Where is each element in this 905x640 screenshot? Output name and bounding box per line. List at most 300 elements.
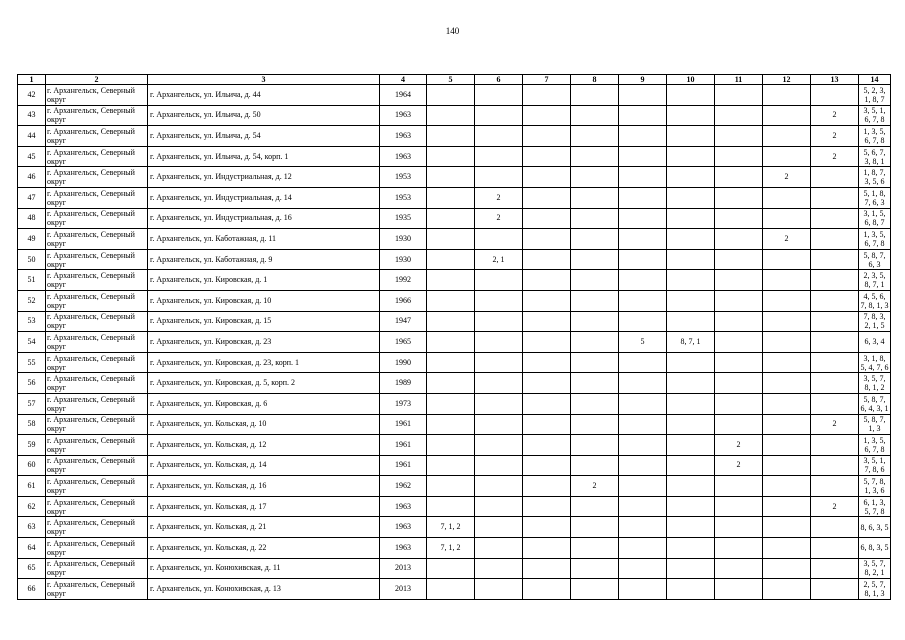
col6-cell bbox=[475, 332, 523, 353]
col11-cell bbox=[715, 146, 763, 167]
col12-cell bbox=[763, 352, 811, 373]
header-row bbox=[18, 75, 891, 85]
col12-cell bbox=[763, 414, 811, 435]
col9-cell bbox=[619, 229, 667, 250]
table-row bbox=[18, 455, 891, 476]
table-row bbox=[18, 167, 891, 188]
col6-cell bbox=[475, 517, 523, 538]
col13-cell bbox=[811, 517, 859, 538]
row-number: 61 bbox=[18, 476, 46, 497]
col13-cell bbox=[811, 538, 859, 559]
col6-cell: 2, 1 bbox=[475, 249, 523, 270]
col8-cell bbox=[571, 249, 619, 270]
district-cell: г. Архангельск, Северный округ bbox=[46, 393, 148, 414]
district-cell: г. Архангельск, Северный округ bbox=[46, 579, 148, 600]
district-cell: г. Архангельск, Северный округ bbox=[46, 85, 148, 106]
address-cell: г. Архангельск, ул. Кольская, д. 12 bbox=[148, 435, 380, 456]
year-cell: 1963 bbox=[380, 517, 427, 538]
col10-cell bbox=[667, 393, 715, 414]
col6-cell bbox=[475, 167, 523, 188]
col5-cell bbox=[427, 85, 475, 106]
address-cell: г. Архангельск, ул. Ильича, д. 44 bbox=[148, 85, 380, 106]
table-row bbox=[18, 290, 891, 311]
col13-cell: 2 bbox=[811, 496, 859, 517]
col13-cell bbox=[811, 393, 859, 414]
col14-cell: 5, 8, 7, 6, 4, 3, 1 bbox=[860, 394, 889, 413]
year-cell: 1930 bbox=[380, 229, 427, 250]
col12-cell bbox=[763, 476, 811, 497]
col13-cell bbox=[811, 85, 859, 106]
row-number: 49 bbox=[18, 229, 46, 250]
year-cell: 1989 bbox=[380, 373, 427, 394]
col6-cell bbox=[475, 373, 523, 394]
col8-cell: 2 bbox=[571, 476, 619, 497]
address-cell: г. Архангельск, ул. Конюхивская, д. 11 bbox=[148, 558, 380, 579]
year-cell: 1953 bbox=[380, 167, 427, 188]
col9-cell bbox=[619, 85, 667, 106]
address-cell: г. Архангельск, ул. Кировская, д. 15 bbox=[148, 311, 380, 332]
address-cell: г. Архангельск, ул. Кировская, д. 23 bbox=[148, 332, 380, 353]
col5-cell bbox=[427, 311, 475, 332]
col9-cell bbox=[619, 146, 667, 167]
district-cell: г. Архангельск, Северный округ bbox=[46, 496, 148, 517]
address-cell: г. Архангельск, ул. Каботажная, д. 9 bbox=[148, 249, 380, 270]
address-cell: г. Архангельск, ул. Ильича, д. 54 bbox=[148, 126, 380, 147]
table-body bbox=[18, 85, 891, 600]
col11-cell: 2 bbox=[715, 455, 763, 476]
col14-cell: 1, 3, 5, 6, 7, 8 bbox=[859, 435, 891, 456]
col11-cell bbox=[715, 538, 763, 559]
table-row bbox=[18, 517, 891, 538]
col6-cell bbox=[475, 393, 523, 414]
col10-cell bbox=[667, 249, 715, 270]
col9-cell bbox=[619, 270, 667, 291]
col8-cell bbox=[571, 414, 619, 435]
page-number: 140 bbox=[445, 26, 460, 36]
col5-cell bbox=[427, 270, 475, 291]
col13-cell bbox=[811, 229, 859, 250]
district-cell: г. Архангельск, Северный округ bbox=[46, 270, 148, 291]
col5-cell bbox=[427, 229, 475, 250]
col12-cell bbox=[763, 146, 811, 167]
col11-cell bbox=[715, 270, 763, 291]
row-number: 50 bbox=[18, 249, 46, 270]
col10-cell bbox=[667, 496, 715, 517]
row-number: 60 bbox=[18, 455, 46, 476]
col13-cell: 2 bbox=[811, 105, 859, 126]
column-header: 10 bbox=[667, 75, 715, 85]
col7-cell bbox=[523, 311, 571, 332]
district-cell: г. Архангельск, Северный округ bbox=[46, 476, 148, 497]
col5-cell bbox=[427, 393, 475, 414]
col5-cell bbox=[427, 476, 475, 497]
col10-cell bbox=[667, 538, 715, 559]
address-cell: г. Архангельск, ул. Кировская, д. 1 bbox=[148, 270, 380, 291]
col11-cell bbox=[715, 208, 763, 229]
year-cell: 1961 bbox=[380, 414, 427, 435]
col7-cell bbox=[523, 146, 571, 167]
col7-cell bbox=[523, 270, 571, 291]
col5-cell bbox=[427, 167, 475, 188]
col10-cell bbox=[667, 270, 715, 291]
address-cell: г. Архангельск, ул. Кировская, д. 5, корп. 2 bbox=[148, 373, 380, 394]
col5-cell bbox=[427, 435, 475, 456]
col12-cell bbox=[763, 455, 811, 476]
col10-cell: 8, 7, 1 bbox=[667, 332, 715, 353]
col9-cell bbox=[619, 249, 667, 270]
col9-cell bbox=[619, 167, 667, 188]
address-cell: г. Архангельск, ул. Кировская, д. 23, корп. 1 bbox=[148, 352, 380, 373]
col10-cell bbox=[667, 517, 715, 538]
district-cell: г. Архангельск, Северный округ bbox=[46, 517, 148, 538]
col11-cell bbox=[715, 558, 763, 579]
col9-cell bbox=[619, 476, 667, 497]
col11-cell: 2 bbox=[715, 435, 763, 456]
col12-cell bbox=[763, 290, 811, 311]
district-cell: г. Архангельск, Северный округ bbox=[46, 105, 148, 126]
col8-cell bbox=[571, 126, 619, 147]
row-number: 53 bbox=[18, 311, 46, 332]
col8-cell bbox=[571, 538, 619, 559]
col12-cell bbox=[763, 208, 811, 229]
address-cell: г. Архангельск, ул. Каботажная, д. 11 bbox=[148, 229, 380, 250]
district-cell: г. Архангельск, Северный округ bbox=[46, 538, 148, 559]
col8-cell bbox=[571, 290, 619, 311]
col11-cell bbox=[715, 126, 763, 147]
row-number: 52 bbox=[18, 290, 46, 311]
col9-cell bbox=[619, 126, 667, 147]
col7-cell bbox=[523, 85, 571, 106]
col12-cell bbox=[763, 270, 811, 291]
col6-cell bbox=[475, 455, 523, 476]
col10-cell bbox=[667, 311, 715, 332]
year-cell: 1965 bbox=[380, 332, 427, 353]
col14-cell: 5, 1, 8, 7, 6, 3 bbox=[859, 187, 891, 208]
column-header: 11 bbox=[715, 75, 763, 85]
row-number: 47 bbox=[18, 187, 46, 208]
col9-cell bbox=[619, 373, 667, 394]
year-cell: 1935 bbox=[380, 208, 427, 229]
col14-cell: 3, 5, 7, 8, 2, 1 bbox=[859, 558, 891, 579]
col11-cell bbox=[715, 229, 763, 250]
col11-cell bbox=[715, 332, 763, 353]
table-row bbox=[18, 393, 891, 414]
col6-cell: 2 bbox=[475, 187, 523, 208]
col10-cell bbox=[667, 579, 715, 600]
col13-cell bbox=[811, 249, 859, 270]
col5-cell bbox=[427, 290, 475, 311]
district-cell: г. Архангельск, Северный округ bbox=[46, 558, 148, 579]
col6-cell bbox=[475, 85, 523, 106]
housing-table bbox=[17, 74, 891, 600]
col6-cell bbox=[475, 126, 523, 147]
table-row bbox=[18, 126, 891, 147]
address-cell: г. Архангельск, ул. Кировская, д. 10 bbox=[148, 290, 380, 311]
year-cell: 1962 bbox=[380, 476, 427, 497]
table-row bbox=[18, 85, 891, 106]
year-cell: 1961 bbox=[380, 435, 427, 456]
col7-cell bbox=[523, 496, 571, 517]
column-header: 7 bbox=[523, 75, 571, 85]
col5-cell: 7, 1, 2 bbox=[427, 538, 475, 559]
col7-cell bbox=[523, 126, 571, 147]
column-header: 2 bbox=[46, 75, 148, 85]
row-number: 62 bbox=[18, 496, 46, 517]
row-number: 43 bbox=[18, 105, 46, 126]
col5-cell bbox=[427, 249, 475, 270]
col13-cell bbox=[811, 187, 859, 208]
year-cell: 1953 bbox=[380, 187, 427, 208]
col9-cell bbox=[619, 496, 667, 517]
col10-cell bbox=[667, 558, 715, 579]
col12-cell bbox=[763, 517, 811, 538]
col10-cell bbox=[667, 373, 715, 394]
col9-cell bbox=[619, 290, 667, 311]
column-header: 1 bbox=[18, 75, 46, 85]
address-cell: г. Архангельск, ул. Ильича, д. 54, корп. 1 bbox=[148, 146, 380, 167]
col8-cell bbox=[571, 105, 619, 126]
year-cell: 1963 bbox=[380, 105, 427, 126]
table-row bbox=[18, 332, 891, 353]
col7-cell bbox=[523, 249, 571, 270]
row-number: 63 bbox=[18, 517, 46, 538]
col8-cell bbox=[571, 393, 619, 414]
col5-cell bbox=[427, 208, 475, 229]
col7-cell bbox=[523, 517, 571, 538]
col10-cell bbox=[667, 455, 715, 476]
col12-cell bbox=[763, 126, 811, 147]
col12-cell bbox=[763, 393, 811, 414]
address-cell: г. Архангельск, ул. Кольская, д. 10 bbox=[148, 414, 380, 435]
col14-cell: 5, 8, 7, 6, 3 bbox=[859, 249, 891, 270]
col11-cell bbox=[715, 414, 763, 435]
col12-cell bbox=[763, 187, 811, 208]
year-cell: 1973 bbox=[380, 393, 427, 414]
col8-cell bbox=[571, 455, 619, 476]
col9-cell bbox=[619, 579, 667, 600]
col14-cell: 4, 5, 6, 7, 8, 1, 3 bbox=[860, 291, 889, 310]
col7-cell bbox=[523, 579, 571, 600]
col8-cell bbox=[571, 558, 619, 579]
year-cell: 1990 bbox=[380, 352, 427, 373]
col10-cell bbox=[667, 105, 715, 126]
col9-cell bbox=[619, 414, 667, 435]
district-cell: г. Архангельск, Северный округ bbox=[46, 208, 148, 229]
district-cell: г. Архангельск, Северный округ bbox=[46, 414, 148, 435]
col6-cell bbox=[475, 229, 523, 250]
district-cell: г. Архангельск, Северный округ bbox=[46, 290, 148, 311]
col11-cell bbox=[715, 85, 763, 106]
col13-cell bbox=[811, 455, 859, 476]
col5-cell bbox=[427, 332, 475, 353]
district-cell: г. Архангельск, Северный округ bbox=[46, 229, 148, 250]
col5-cell: 7, 1, 2 bbox=[427, 517, 475, 538]
col9-cell bbox=[619, 517, 667, 538]
col10-cell bbox=[667, 476, 715, 497]
col6-cell bbox=[475, 105, 523, 126]
year-cell: 1930 bbox=[380, 249, 427, 270]
col12-cell bbox=[763, 579, 811, 600]
col14-cell: 3, 1, 5, 6, 8, 7 bbox=[859, 208, 891, 229]
col7-cell bbox=[523, 105, 571, 126]
col13-cell bbox=[811, 579, 859, 600]
row-number: 51 bbox=[18, 270, 46, 291]
table-row bbox=[18, 146, 891, 167]
column-header: 3 bbox=[148, 75, 380, 85]
district-cell: г. Архангельск, Северный округ bbox=[46, 352, 148, 373]
col13-cell: 2 bbox=[811, 126, 859, 147]
table-row bbox=[18, 435, 891, 456]
col6-cell bbox=[475, 352, 523, 373]
col9-cell bbox=[619, 538, 667, 559]
col14-cell: 5, 7, 8, 1, 3, 6 bbox=[859, 476, 891, 497]
address-cell: г. Архангельск, ул. Индустриальная, д. 12 bbox=[148, 167, 380, 188]
address-cell: г. Архангельск, ул. Кольская, д. 14 bbox=[148, 455, 380, 476]
year-cell: 1964 bbox=[380, 85, 427, 106]
row-number: 55 bbox=[18, 352, 46, 373]
col11-cell bbox=[715, 167, 763, 188]
column-header: 14 bbox=[859, 75, 891, 85]
row-number: 56 bbox=[18, 373, 46, 394]
col13-cell bbox=[811, 167, 859, 188]
col7-cell bbox=[523, 229, 571, 250]
col7-cell bbox=[523, 558, 571, 579]
col8-cell bbox=[571, 167, 619, 188]
row-number: 66 bbox=[18, 579, 46, 600]
col14-cell: 1, 3, 5, 6, 7, 8 bbox=[859, 229, 891, 250]
col10-cell bbox=[667, 435, 715, 456]
col9-cell bbox=[619, 558, 667, 579]
district-cell: г. Архангельск, Северный округ bbox=[46, 187, 148, 208]
col5-cell bbox=[427, 373, 475, 394]
col9-cell bbox=[619, 393, 667, 414]
col6-cell bbox=[475, 270, 523, 291]
table-row bbox=[18, 105, 891, 126]
col5-cell bbox=[427, 187, 475, 208]
col14-cell: 5, 8, 7, 1, 3 bbox=[859, 414, 891, 435]
col9-cell bbox=[619, 352, 667, 373]
col7-cell bbox=[523, 455, 571, 476]
row-number: 45 bbox=[18, 146, 46, 167]
col7-cell bbox=[523, 208, 571, 229]
col9-cell bbox=[619, 187, 667, 208]
district-cell: г. Архангельск, Северный округ bbox=[46, 167, 148, 188]
col5-cell bbox=[427, 146, 475, 167]
col11-cell bbox=[715, 105, 763, 126]
col11-cell bbox=[715, 476, 763, 497]
col5-cell bbox=[427, 558, 475, 579]
col13-cell bbox=[811, 435, 859, 456]
col6-cell bbox=[475, 476, 523, 497]
col8-cell bbox=[571, 85, 619, 106]
district-cell: г. Архангельск, Северный округ bbox=[46, 455, 148, 476]
col10-cell bbox=[667, 229, 715, 250]
column-header: 4 bbox=[380, 75, 427, 85]
col7-cell bbox=[523, 290, 571, 311]
district-cell: г. Архангельск, Северный округ bbox=[46, 332, 148, 353]
col10-cell bbox=[667, 187, 715, 208]
col12-cell bbox=[763, 105, 811, 126]
address-cell: г. Архангельск, ул. Кольская, д. 21 bbox=[148, 517, 380, 538]
row-number: 58 bbox=[18, 414, 46, 435]
col11-cell bbox=[715, 311, 763, 332]
col10-cell bbox=[667, 414, 715, 435]
col8-cell bbox=[571, 517, 619, 538]
col6-cell bbox=[475, 538, 523, 559]
col6-cell bbox=[475, 311, 523, 332]
row-number: 65 bbox=[18, 558, 46, 579]
table-row bbox=[18, 249, 891, 270]
col13-cell bbox=[811, 332, 859, 353]
col8-cell bbox=[571, 270, 619, 291]
col13-cell bbox=[811, 352, 859, 373]
table-row bbox=[18, 311, 891, 332]
table-row bbox=[18, 229, 891, 250]
table-row bbox=[18, 187, 891, 208]
col14-cell: 7, 8, 3, 2, 1, 5 bbox=[859, 311, 891, 332]
year-cell: 2013 bbox=[380, 579, 427, 600]
col7-cell bbox=[523, 332, 571, 353]
col12-cell bbox=[763, 311, 811, 332]
col12-cell bbox=[763, 538, 811, 559]
col5-cell bbox=[427, 352, 475, 373]
col14-cell: 1, 3, 5, 6, 7, 8 bbox=[859, 126, 891, 147]
address-cell: г. Архангельск, ул. Конюхивская, д. 13 bbox=[148, 579, 380, 600]
column-header: 8 bbox=[571, 75, 619, 85]
col8-cell bbox=[571, 496, 619, 517]
col13-cell bbox=[811, 558, 859, 579]
address-cell: г. Архангельск, ул. Кировская, д. 6 bbox=[148, 393, 380, 414]
table-row bbox=[18, 414, 891, 435]
column-header: 5 bbox=[427, 75, 475, 85]
col6-cell: 2 bbox=[475, 208, 523, 229]
col5-cell bbox=[427, 105, 475, 126]
col13-cell bbox=[811, 311, 859, 332]
year-cell: 1963 bbox=[380, 126, 427, 147]
col11-cell bbox=[715, 373, 763, 394]
col14-cell: 2, 5, 7, 8, 1, 3 bbox=[859, 579, 891, 600]
col10-cell bbox=[667, 167, 715, 188]
col10-cell bbox=[667, 208, 715, 229]
col5-cell bbox=[427, 579, 475, 600]
year-cell: 1961 bbox=[380, 455, 427, 476]
col12-cell bbox=[763, 558, 811, 579]
col10-cell bbox=[667, 290, 715, 311]
col5-cell bbox=[427, 496, 475, 517]
col10-cell bbox=[667, 85, 715, 106]
district-cell: г. Архангельск, Северный округ bbox=[46, 146, 148, 167]
col14-cell: 6, 3, 4 bbox=[859, 332, 891, 353]
col7-cell bbox=[523, 476, 571, 497]
col12-cell bbox=[763, 249, 811, 270]
col6-cell bbox=[475, 558, 523, 579]
col10-cell bbox=[667, 146, 715, 167]
col5-cell bbox=[427, 414, 475, 435]
col7-cell bbox=[523, 393, 571, 414]
column-header: 9 bbox=[619, 75, 667, 85]
col13-cell: 2 bbox=[811, 146, 859, 167]
col13-cell bbox=[811, 476, 859, 497]
col10-cell bbox=[667, 352, 715, 373]
col14-cell: 3, 5, 1, 6, 7, 8 bbox=[859, 105, 891, 126]
col14-cell: 5, 2, 3, 1, 8, 7 bbox=[859, 85, 891, 106]
col6-cell bbox=[475, 496, 523, 517]
col13-cell bbox=[811, 270, 859, 291]
col7-cell bbox=[523, 373, 571, 394]
col8-cell bbox=[571, 146, 619, 167]
col6-cell bbox=[475, 146, 523, 167]
col7-cell bbox=[523, 187, 571, 208]
